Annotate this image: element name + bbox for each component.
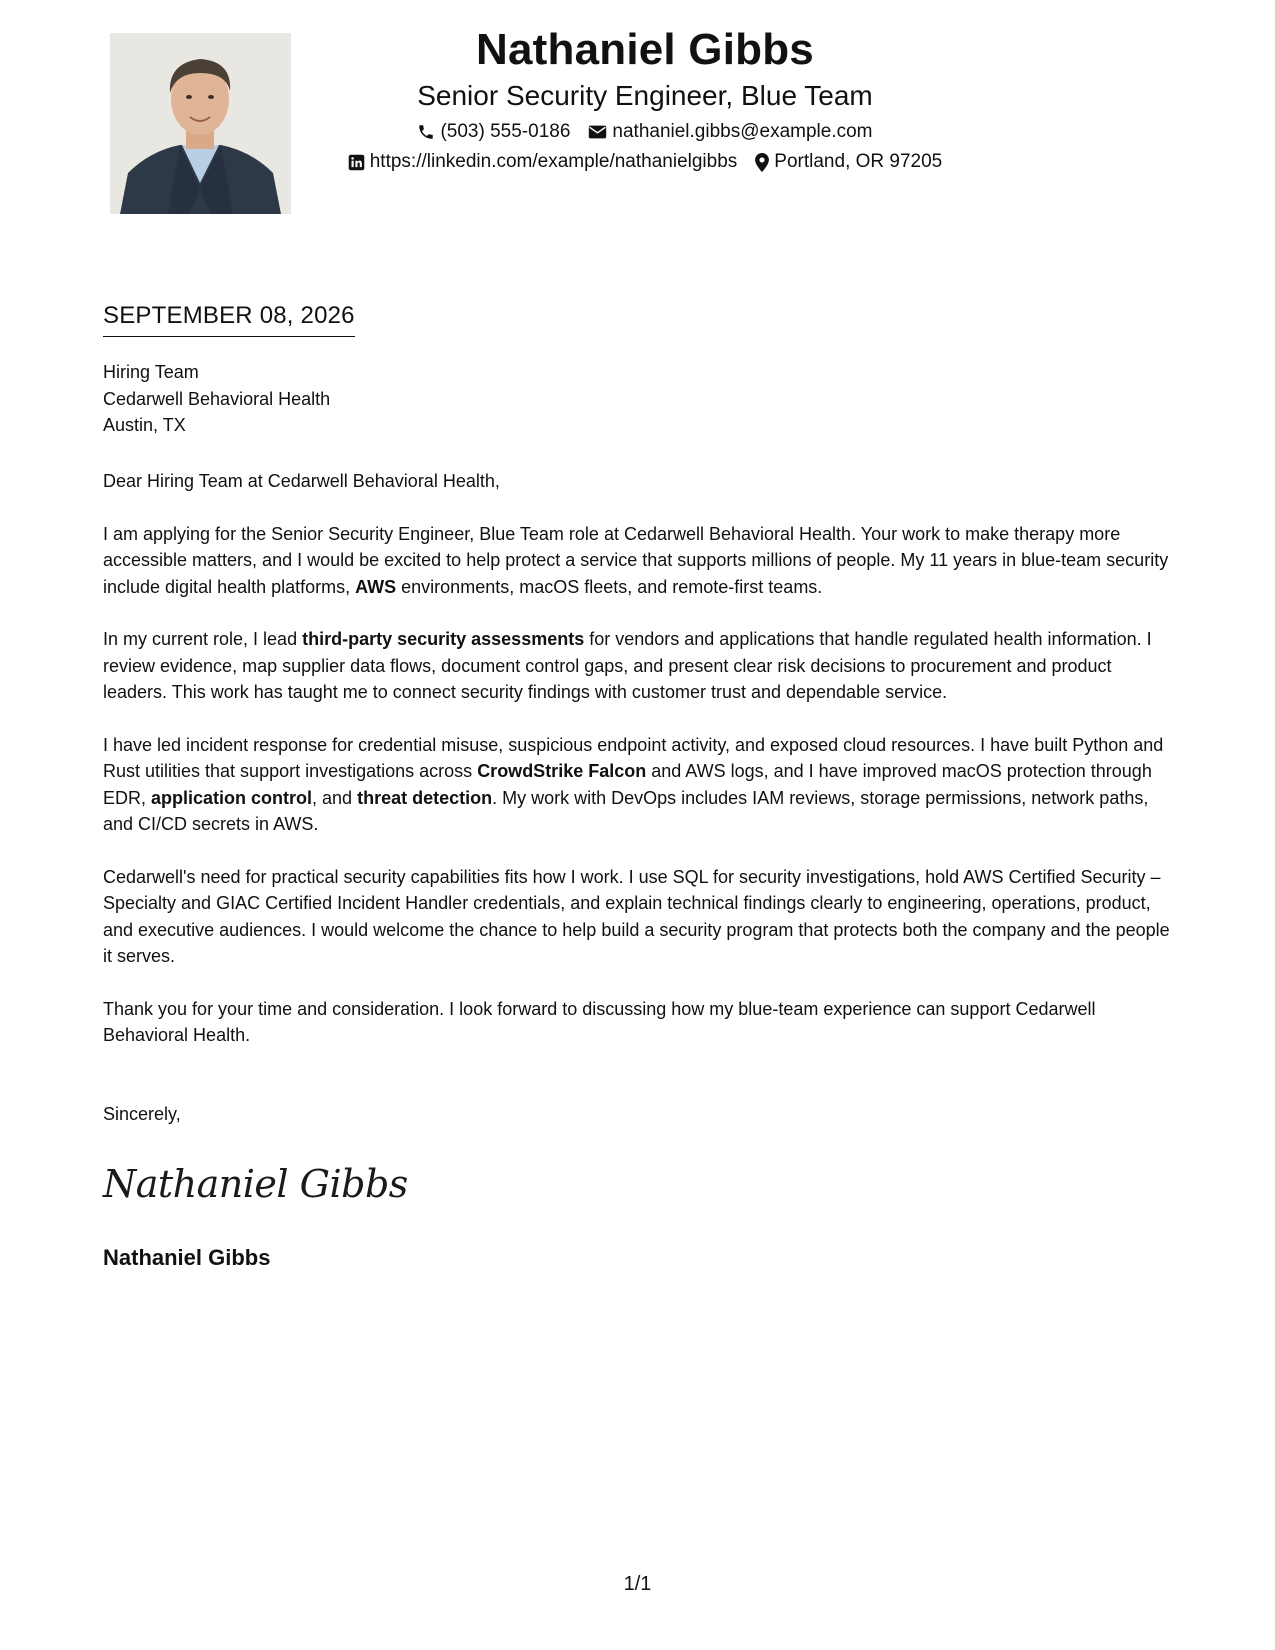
candidate-title: Senior Security Engineer, Blue Team <box>417 80 873 111</box>
page-number: 1/1 <box>623 1573 652 1595</box>
contact-email <box>588 120 872 144</box>
recipient-location: Austin, TX <box>103 415 186 435</box>
paragraph-4: Cedarwell's need for practical security capabilities fits how I work. I use SQL for security investigations, hold AWS Certified Security – Specialty and GIAC Certified Incident Handler credentials, and explain technical findings clearly to engineering, operations, product, and executive audiences. I would welcome the chance to help build a security program that protects both the company and the people it serves. <box>103 866 1170 966</box>
portrait-image <box>110 33 291 214</box>
letter-date: SEPTEMBER 08, 2026 <box>103 300 355 337</box>
map-pin-icon <box>755 153 769 172</box>
recipient-line: Hiring Team <box>103 362 199 382</box>
linkedin-url[interactable]: https://linkedin.com/example/nathanielgibbs <box>369 151 738 172</box>
phone-icon <box>417 123 435 141</box>
email-address[interactable]: nathaniel.gibbs@example.com <box>612 121 873 142</box>
salutation: Dear Hiring Team at Cedarwell Behavioral Health, <box>103 471 500 491</box>
contact-line-2 <box>300 150 990 174</box>
contact-location <box>755 150 942 174</box>
closing-text: Sincerely, <box>103 1104 181 1124</box>
location-text: Portland, OR 97205 <box>774 151 943 172</box>
candidate-name: Nathaniel Gibbs <box>476 25 814 74</box>
paragraph-5: Thank you for your time and consideration. I look forward to discussing how my blue-team experience can support Cedarwell Behavioral Health. <box>103 998 1096 1045</box>
signer-name: Nathaniel Gibbs <box>103 1245 271 1270</box>
handwritten-signature: Nathaniel Gibbs <box>103 1162 408 1206</box>
envelope-icon <box>588 124 607 140</box>
contact-phone <box>417 120 570 144</box>
highlight-aws: AWS <box>355 576 397 597</box>
letter-body <box>103 468 1178 1075</box>
highlight-threat-detection: threat detection <box>357 787 493 808</box>
profile-photo <box>110 33 291 214</box>
linkedin-icon <box>348 154 365 171</box>
contact-linkedin <box>348 150 738 174</box>
highlight-crowdstrike: CrowdStrike Falcon <box>477 761 647 781</box>
recipient-company: Cedarwell Behavioral Health <box>103 388 331 409</box>
paragraph-2: In my current role, I lead third-party security assessments for vendors and applications that handle regulated health information. I review evidence, map supplier data flows, document control gaps, and present clear risk decisions to procurement and product leaders. This work has taught me to connect security findings with customer trust and dependable service. <box>103 629 1152 702</box>
phone-number[interactable]: (503) 555-0186 <box>440 121 571 142</box>
contact-line-1 <box>300 120 990 144</box>
highlight-assessments: third-party security assessments <box>302 629 585 649</box>
letter-header <box>300 22 990 174</box>
paragraph-1: I am applying for the Senior Security Engineer, Blue Team role at Cedarwell Behavioral Health. Your work to make therapy more accessible matters, and I would be excited to help protect a service that supports millions of people. My 11 years in blue-team security include digital health platforms, AWS environments, macOS fleets, and remote-first teams. <box>103 523 1169 597</box>
highlight-application-control: application control <box>151 787 313 808</box>
paragraph-3: I have led incident response for credential misuse, suspicious endpoint activity, and exposed cloud resources. I have built Python and Rust utilities that support investigations across CrowdStrike Falcon and AWS logs, and I have improved macOS protection through EDR, application control, and threat detection. My work with DevOps includes IAM reviews, storage permissions, network paths, and CI/CD secrets in AWS. <box>103 734 1164 834</box>
recipient-block <box>103 359 330 439</box>
